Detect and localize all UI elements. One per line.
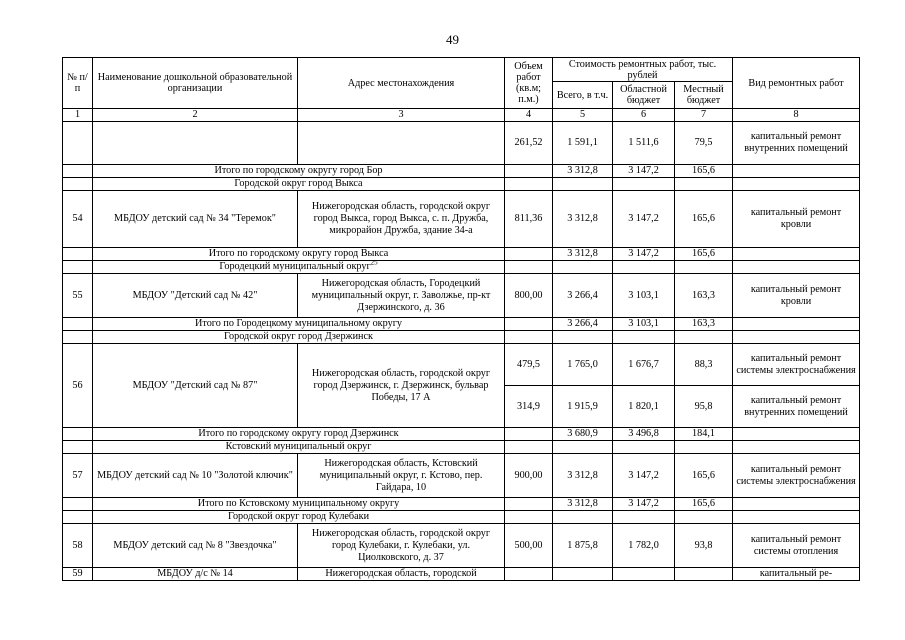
table-row [63,191,860,248]
subtotal-label: Итого по городскому округу город Дзержинск [93,428,505,441]
total-cell: 3 312,8 [553,498,613,511]
index-cell: 8 [733,109,860,122]
org-address: Нижегородская область, Кстовский муниципальный округ, г. Кстово, пер. Гайдара, 10 [298,454,505,498]
index-cell: 4 [505,109,553,122]
section-heading: Городской округ город Дзержинск [93,331,505,344]
org-address: Нижегородская область, городской округ город Дзержинск, г. Дзержинск, бульвар Победы, 17 А [298,344,505,428]
volume-cell: 900,00 [505,454,553,498]
total-cell: 1 875,8 [553,524,613,568]
local-cell: 165,6 [675,248,733,261]
local-cell: 93,8 [675,524,733,568]
volume-cell: 479,5 [505,344,553,386]
subtotal-row [63,318,860,331]
subtotal-label: Итого по городскому округу город Выкса [93,248,505,261]
org-name: МБДОУ детский сад № 8 "Звездочка" [93,524,298,568]
index-cell: 1 [63,109,93,122]
subtotal-row [63,248,860,261]
row-number: 59 [63,568,93,581]
row-number: 56 [63,344,93,428]
header-works: Вид ремонтных работ [733,58,860,109]
regional-cell: 3 496,8 [613,428,675,441]
index-cell: 7 [675,109,733,122]
org-address: Нижегородская область, Городецкий муниципальный округ, г. Заволжье, пр-кт Дзержинского, д. 36 [298,274,505,318]
local-cell: 163,3 [675,274,733,318]
section-heading-row [63,511,860,524]
total-cell: 3 312,8 [553,454,613,498]
works-cell: капитальный ремонт внутренних помещений [733,122,860,165]
header-row [63,58,860,82]
total-cell: 3 312,8 [553,165,613,178]
regional-cell: 3 147,2 [613,498,675,511]
subtotal-label: Итого по Городецкому муниципальному округу [93,318,505,331]
section-heading: Городецкий муниципальный округ$^{25}$ [93,261,505,274]
table-row [63,454,860,498]
volume-cell: 261,52 [505,122,553,165]
works-cell: капитальный ремонт системы электроснабжения [733,344,860,386]
row-number: 57 [63,454,93,498]
row-number: 58 [63,524,93,568]
works-cell: капитальный ремонт системы электроснабжения [733,454,860,498]
section-heading: Городской округ город Выкса [93,178,505,191]
index-cell: 5 [553,109,613,122]
regional-cell: 1 511,6 [613,122,675,165]
regional-cell: 1 782,0 [613,524,675,568]
total-cell: 3 266,4 [553,318,613,331]
regional-cell: 3 103,1 [613,274,675,318]
header-regional: Областной бюджет [613,82,675,109]
regional-cell: 3 103,1 [613,318,675,331]
org-address: Нижегородская область, городской округ город Кулебаки, г. Кулебаки, ул. Циолковского, д. 37 [298,524,505,568]
org-name: МБДОУ д/с № 14 [93,568,298,581]
index-row [63,109,860,122]
section-heading: Кстовский муниципальный округ [93,441,505,454]
works-cell: капитальный ремонт системы отопления [733,524,860,568]
org-name: МБДОУ детский сад № 10 "Золотой ключик" [93,454,298,498]
works-cell: капитальный ремонт внутренних помещений [733,386,860,428]
repair-works-table [62,57,860,581]
regional-cell: 3 147,2 [613,454,675,498]
index-cell: 3 [298,109,505,122]
header-num: № п/п [63,58,93,109]
table-row [63,122,860,165]
local-cell: 95,8 [675,386,733,428]
total-cell: 3 680,9 [553,428,613,441]
local-cell: 79,5 [675,122,733,165]
org-name: МБДОУ "Детский сад № 42" [93,274,298,318]
total-cell: 1 765,0 [553,344,613,386]
header-name: Наименование дошкольной образовательной организации [93,58,298,109]
section-heading: Городской округ город Кулебаки [93,511,505,524]
subtotal-label: Итого по Кстовскому муниципальному округу [93,498,505,511]
local-cell: 88,3 [675,344,733,386]
org-name: МБДОУ детский сад № 34 "Теремок" [93,191,298,248]
page-number: 49 [446,32,459,47]
row-number: 54 [63,191,93,248]
volume-cell: 811,36 [505,191,553,248]
total-cell: 1 591,1 [553,122,613,165]
volume-cell: 314,9 [505,386,553,428]
total-cell: 3 312,8 [553,191,613,248]
regional-cell: 1 676,7 [613,344,675,386]
section-heading-row [63,261,860,274]
table-row [63,274,860,318]
section-heading-row [63,331,860,344]
header-volume: Объем работ (кв.м; п.м.) [505,58,553,109]
regional-cell: 3 147,2 [613,191,675,248]
org-address: Нижегородская область, городской [298,568,505,581]
row-number: 55 [63,274,93,318]
table-row [63,568,860,581]
section-heading-row [63,178,860,191]
subtotal-label: Итого по городскому округу город Бор [93,165,505,178]
local-cell: 163,3 [675,318,733,331]
local-cell: 165,6 [675,498,733,511]
subtotal-row [63,428,860,441]
org-address: Нижегородская область, городской округ город Выкса, город Выкса, с. п. Дружба, микрорайон Дружба, здание 34-а [298,191,505,248]
table-row [63,344,860,386]
section-heading-row [63,441,860,454]
footnote-marker: 25 [370,260,378,267]
works-cell: капитальный ремонт кровли [733,274,860,318]
org-name: МБДОУ "Детский сад № 87" [93,344,298,428]
local-cell: 184,1 [675,428,733,441]
total-cell: 3 266,4 [553,274,613,318]
local-cell: 165,6 [675,454,733,498]
works-cell: капитальный ремонт кровли [733,191,860,248]
volume-cell: 500,00 [505,524,553,568]
subtotal-row [63,498,860,511]
regional-cell: 1 820,1 [613,386,675,428]
total-cell: 1 915,9 [553,386,613,428]
volume-cell: 800,00 [505,274,553,318]
header-local: Местный бюджет [675,82,733,109]
index-cell: 6 [613,109,675,122]
total-cell: 3 312,8 [553,248,613,261]
regional-cell: 3 147,2 [613,248,675,261]
header-total: Всего, в т.ч. [553,82,613,109]
subtotal-row [63,165,860,178]
local-cell: 165,6 [675,191,733,248]
works-cell: капитальный ре- [733,568,860,581]
regional-cell: 3 147,2 [613,165,675,178]
table-row [63,524,860,568]
index-cell: 2 [93,109,298,122]
local-cell: 165,6 [675,165,733,178]
header-cost-group: Стоимость ремонтных работ, тыс. рублей [553,58,733,82]
header-address: Адрес местонахождения [298,58,505,109]
